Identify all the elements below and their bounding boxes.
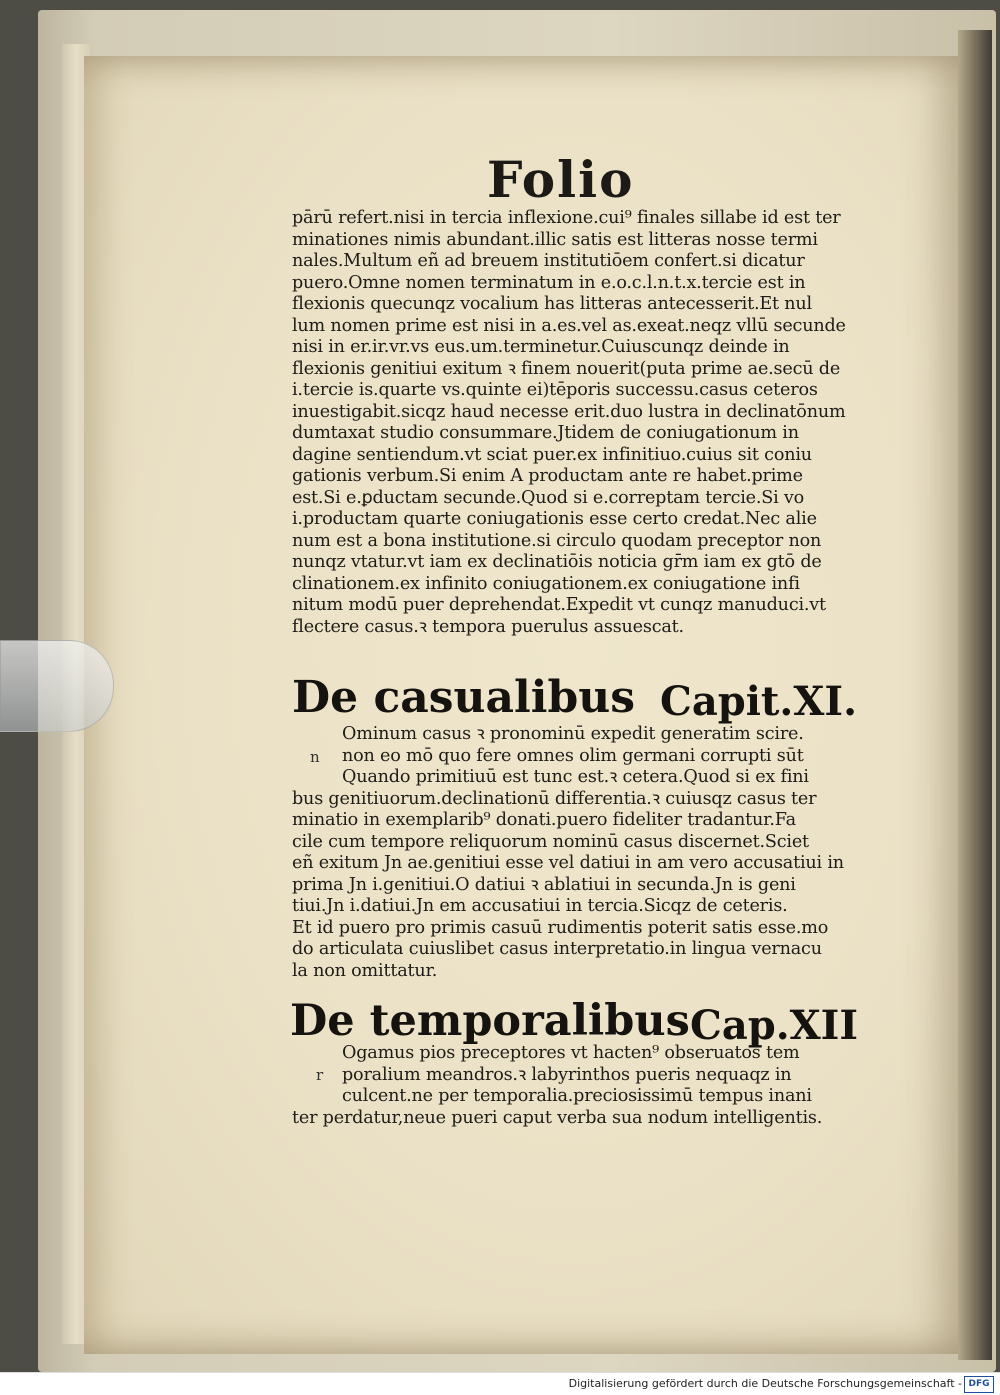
text-line: flectere casus.ꝛ tempora puerulus assuescat. <box>292 616 684 637</box>
text-line: minatio in exemplarib⁹ donati.puero fideliter tradantur.Fa <box>292 810 796 830</box>
text-line: Et id puero pro primis casuū rudimentis poterit satis esse.mo <box>292 917 829 938</box>
section-text <box>292 1043 852 1129</box>
text-line: la non omittatur. <box>292 960 438 981</box>
text-line: culcent.ne per temporalia.preciosissimū tempus inani <box>342 1086 812 1106</box>
text-line: nitum modū puer deprehendat.Expedit vt cunqz manuduci.vt <box>292 595 826 615</box>
text-line: Ominum casus ꝛ pronominū expedit generatim scire. <box>342 724 804 744</box>
text-line: tiui.Jn i.datiui.Jn em accusatiui in tercia.Sicqz de ceteris. <box>292 896 788 916</box>
text-line: num est a bona institutione.si circulo quodam preceptor non <box>292 530 822 551</box>
text-line: Quando primitiuū est tunc est.ꝛ cetera.Quod si ex fini <box>342 767 809 787</box>
text-line: pārū refert.nisi in tercia inflexione.cui⁹ finales sillabe id est ter <box>292 208 841 228</box>
dfg-logo: DFG <box>964 1376 994 1393</box>
text-line: cile cum tempore reliquorum nominū casus discernet.Sciet <box>292 831 809 852</box>
funding-credit: Digitalisierung gefördert durch die Deutsche Forschungsgemeinschaft - <box>568 1377 962 1390</box>
text-line: lum nomen prime est nisi in a.es.vel as.exeat.neqz vllū secunde <box>292 315 846 336</box>
text-line: Ogamus pios preceptores vt hacten⁹ obseruatos tem <box>342 1043 800 1063</box>
chapter-number: Capit.XI. <box>660 678 857 725</box>
text-line: ter perdatur,neue pueri caput verba sua nodum intelligentis. <box>292 1107 823 1128</box>
section-text <box>292 724 852 982</box>
text-line: nisi in er.ir.vr.vs eus.um.terminetur.Cuiuscunqz deinde in <box>292 337 790 357</box>
text-line: dagine sentiendum.vt sciat puer.ex infinitiuo.cuius sit coniu <box>292 444 812 465</box>
text-line: nunqz vtatur.vt iam ex declinatiōis noticia gr̄m iam ex gtō de <box>292 552 822 572</box>
chapter-heading: De casualibus <box>292 672 635 723</box>
text-line: dumtaxat studio consummare.Jtidem de coniugationum in <box>292 423 799 443</box>
text-line: gationis verbum.Si enim A productam ante re habet.prime <box>292 466 803 486</box>
text-line: poralium meandros.ꝛ labyrinthos pueris nequaqz in <box>342 1064 792 1085</box>
chapter-number: Cap.XII <box>690 1002 859 1049</box>
text-line: flexionis genitiui exitum ꝛ finem nouerit(puta prime ae.secū de <box>292 358 841 379</box>
book-spine <box>958 30 992 1360</box>
guide-letter: r <box>316 1066 324 1084</box>
text-line: bus genitiuorum.declinationū differentia.ꝛ cuiusqz casus ter <box>292 788 817 809</box>
text-line: clinationem.ex infinito coniugationem.ex coniugatione infi <box>292 573 800 594</box>
text-line: i.tercie is.quarte vs.quinte ei)tēporis successu.casus ceteros <box>292 380 818 400</box>
folio-header: Folio <box>487 150 635 209</box>
text-line: prima Jn i.genitiui.O datiui ꝛ ablatiui in secunda.Jn is geni <box>292 874 796 895</box>
text-line: est.Si e.ꝑductam secunde.Quod si e.correptam tercie.Si vo <box>292 487 805 508</box>
text-line: inuestigabit.sicqz haud necesse erit.duo lustra in declinatōnum <box>292 401 846 422</box>
page-holder-clip <box>0 640 114 732</box>
text-line: do articulata cuiuslibet casus interpretatio.in lingua vernacu <box>292 939 822 959</box>
text-line: flexionis quecunqz vocalium has litteras antecesserit.Et nul <box>292 294 812 314</box>
text-line: i.productam quarte coniugationis esse certo credat.Nec alie <box>292 509 817 529</box>
text-line: eñ exitum Jn ae.genitiui esse vel datiui in am vero accusatiui in <box>292 853 844 873</box>
text-line: nales.Multum eñ ad breuem institutiōem confert.si dicatur <box>292 251 805 271</box>
body-text <box>292 208 882 638</box>
guide-letter: n <box>310 748 320 766</box>
text-line: non eo mō quo fere omnes olim germani corrupti sūt <box>342 745 804 766</box>
chapter-heading: De temporalibus <box>290 996 690 1046</box>
footer-bar <box>0 1372 1000 1395</box>
text-line: minationes nimis abundant.illic satis est litteras nosse termi <box>292 229 818 250</box>
text-line: puero.Omne nomen terminatum in e.o.c.l.n.t.x.tercie est in <box>292 272 806 293</box>
